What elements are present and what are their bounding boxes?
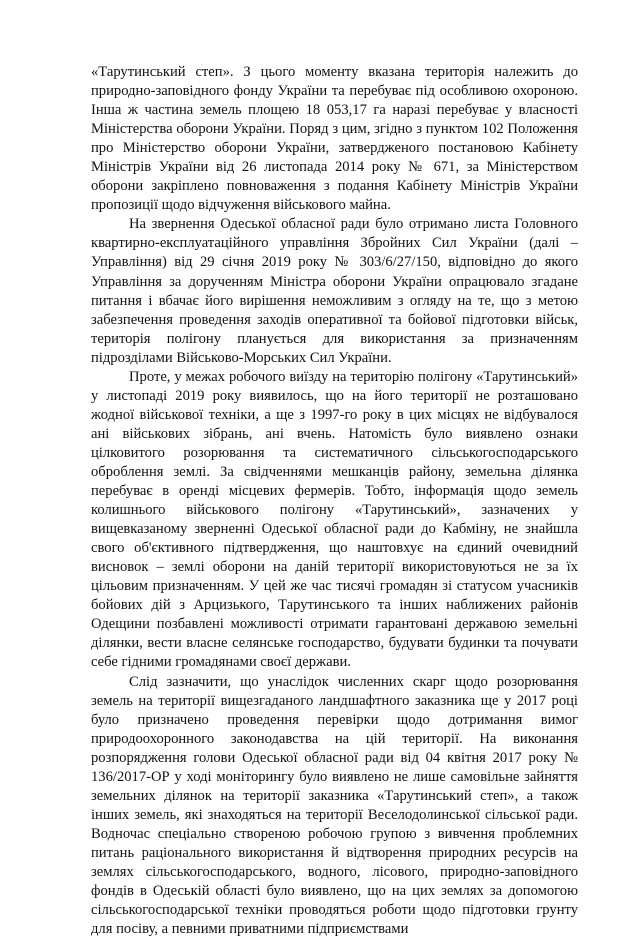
document-body (91, 63, 578, 939)
paragraph-2: На звернення Одеської обласної ради було отримано листа Головного квартирно-експлуатаційного управління Збройних Сил України (далі – Управління) від 29 січня 2019 року № 303/6/27/150, відповідно до якого Управління за дорученням Міністра оборони України опрацювало згадане питання і вбачає його вирішення неможливим з огляду на те, що з метою забезпечення проведення заходів оперативної та бойової підготовки військ, територія полігону планується для використання за призначенням підрозділами Військово-Морських Сил України. (91, 215, 578, 367)
paragraph-4: Слід зазначити, що унаслідок численних скарг щодо розорювання земель на території вищезгаданого ландшафтного заказника ще у 2017 році було призначено проведення перевірки щодо дотримання вимог природоохоронного законодавства на цій території. На виконання розпорядження голови Одеської обласної ради від 04 квітня 2017 року № 136/2017-ОР у ході моніторингу було виявлено не лише самовільне зайняття земельних ділянок на території заказника «Тарутинський степ», а також інших земель, які знаходяться на території Веселодолинської сільської ради. Водночас спеціально створеною робочою групою з вивчення проблемних питань раціонального використання й відтворення природних ресурсів на землях сільськогосподарського, водного, лісового, природно-заповідного фондів в Одеській області було виявлено, що на цих землях за допомогою сільськогосподарської техніки проводяться роботи щодо підготовки грунту для посіву, а певними приватними підприємствами (91, 673, 578, 939)
paragraph-3: Проте, у межах робочого виїзду на територію полігону «Тарутинський» у листопаді 2019 року виявилось, що на його території не розташовано жодної військової техніки, а ще з 1997-го року в цих місцях не відбувалося ані військових зібрань, ані вчень. Натомість було виявлено ознаки цілковитого розорювання та систематичного сільськогосподарського оброблення землі. За свідченнями мешканців району, земельна ділянка перебуває в оренді місцевих фермерів. Тобто, інформація щодо земель колишнього військового полігону «Тарутинський», зазначених у вищевказаному зверненні Одеської обласної ради до Кабміну, не знайшла свого об'єктивного підтвердження, що наштовхує на єдиний очевидний висновок – землі оборони на даній території використовуються не за їх цільовим призначенням. У цей же час тисячі громадян зі статусом учасників бойових дій з Арцизького, Тарутинського та інших наближених районів Одещини позбавлені можливості отримати гарантовані державою земельні ділянки, вести власне селянське господарство, будувати будинки та почувати себе гідними громадянами своєї держави. (91, 368, 578, 673)
paragraph-1: «Тарутинський степ». З цього моменту вказана територія належить до природно-заповідного фонду України та перебуває під особливою охороною. Інша ж частина земель площею 18 053,17 га наразі перебуває у власності Міністерства оборони України. Поряд з цим, згідно з пунктом 102 Положення про Міністерство оборони України, затвердженого постановою Кабінету Міністрів України від 26 листопада 2014 року № 671, за Міністерством оборони закріплено повноваження з подання Кабінету Міністрів України пропозиції щодо відчуження військового майна. (91, 63, 578, 215)
